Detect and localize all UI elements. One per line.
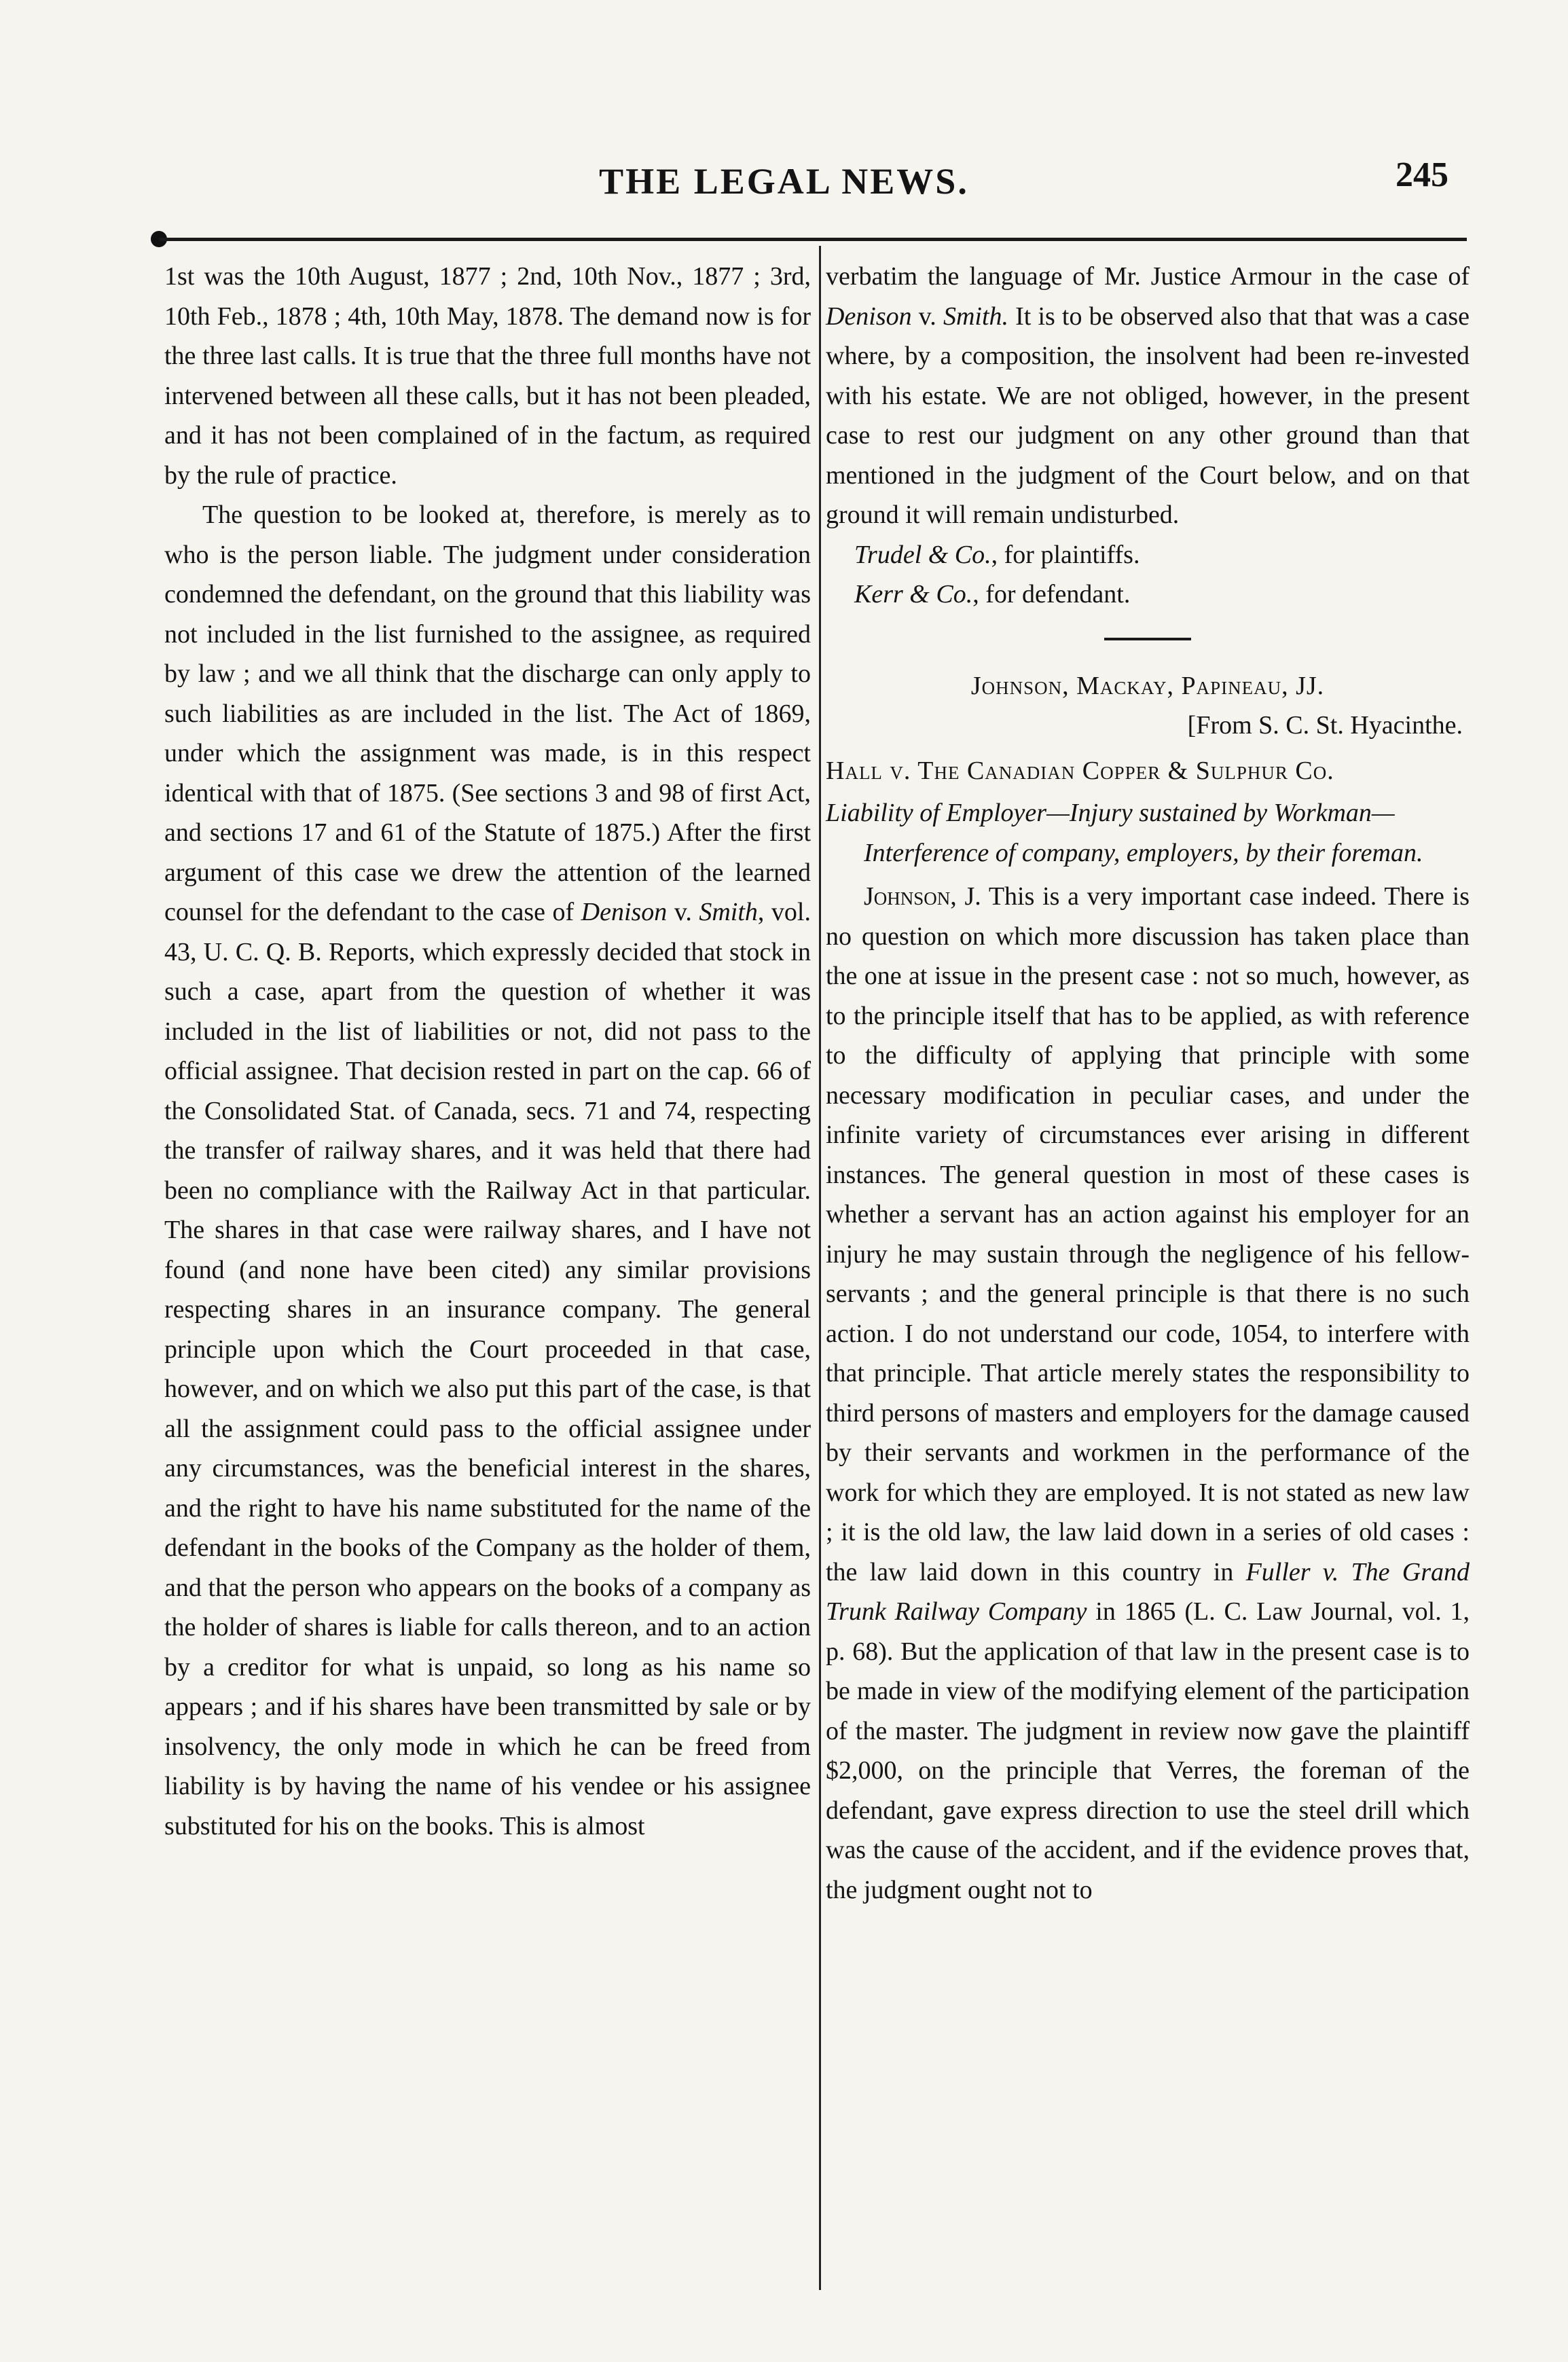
counsel-role: , for defendant. — [972, 580, 1131, 608]
paragraph-johnson-opinion — [826, 877, 1470, 1910]
headnote: Liability of Employer—Injury sustained by Workman—Interference of company, employers, by their foreman. — [826, 799, 1423, 867]
paragraph-calls: 1st was the 10th August, 1877 ; 2nd, 10th Nov., 1877 ; 3rd, 10th Feb., 1878 ; 4th, 10th May, 1878. The demand now is for the three last calls. It is true that the three full months have not intervened between all these calls, but it has not been pleaded, and it has not been complained of in the factum, as required by the rule of practice. — [164, 262, 811, 490]
counsel-name: Kerr & Co. — [854, 580, 973, 608]
judge-name: Johnson, J. — [864, 882, 981, 911]
paragraph-person-liable — [164, 495, 811, 1846]
paragraph-verbatim — [826, 257, 1470, 535]
header-rule — [160, 238, 1467, 241]
case-citation: Fuller v. The Grand Trunk Railway Company — [826, 1557, 1470, 1626]
right-column — [826, 257, 1470, 1910]
section-rule — [1104, 638, 1191, 640]
text: The question to be looked at, therefore, is merely as to who is the person liable. The judgment under consideration condemned the defendant, on the ground that this liability was not included in the list furnished to the assignee, as required by law ; and we all think that the discharge can only apply to such liabilities as are included in the list. The Act of 1869, under which the assignment was made, is in this respect identical with that of 1875. (See sections 3 and 98 of first Act, and sections 17 and 61 of the Statute of 1875.) After the first argument of this case we drew the attention of the learned counsel for the defendant to the case of — [164, 501, 811, 926]
case-name-party: Smith — [699, 898, 758, 926]
running-head — [0, 156, 1568, 215]
text: in 1865 (L. C. Law Journal, vol. 1, p. 68). But the application of that law in the present case is to be made in view of the modifying element of the participation of the master. The judgment in review now gave the plaintiff $2,000, on the principle that Verres, the foreman of the defendant, gave express direction to use the steel drill which was the cause of the accident, and if the evidence proves that, the judgment ought not to — [826, 1597, 1470, 1904]
text: v. — [911, 302, 943, 331]
court-origin: [From S. C. St. Hyacinthe. — [1187, 711, 1463, 740]
text: , vol. 43, U. C. Q. B. Reports, which expressly decided that stock in such a case, apart from the question of whether it was included in the list of liabilities or not, did not pass to the official assignee. That decision rested in part on the cap. 66 of the Consolidated Stat. of Canada, secs. 71 and 74, respecting the transfer of railway shares, and it was held that there had been no compliance with the Railway Act in that particular. The shares in that case were railway shares, and I have not found (and none have been cited) any similar provisions respecting shares in an insurance company. The general principle upon which the Court proceeded in that case, however, and on which we also put this part of the case, is that all the assignment could pass to the official assignee under any circumstances, was the beneficial interest in the shares, and the right to have his name substituted for the name of the defendant in the books of the Company as the holder of them, and that the person who appears on the books of a company as the holder of shares is liable for calls thereon, and to an action by a creditor for what is unpaid, so long as his name so appears ; and if his shares have been transmitted by sale or by insolvency, the only mode in which he can be freed from liability is by having the name of his vendee or his assignee substituted for his on the books. This is almost — [164, 898, 811, 1840]
counsel-defendant — [826, 575, 1470, 615]
column-divider — [819, 246, 821, 2290]
text: verbatim the language of Mr. Justice Armour in the case of — [826, 262, 1470, 291]
page-number: 245 — [1396, 156, 1448, 194]
case-title: Hall v. The Canadian Copper & Sulphur Co. — [826, 756, 1334, 785]
counsel-plaintiffs — [826, 535, 1470, 575]
text: This is a very important case indeed. There is no question on which more discussion has taken place than the one at issue in the present case : not so much, however, as to the principle itself that has to be applied, as with reference to the difficulty of applying that principle with some necessary modification in peculiar cases, and under the infinite variety of circumstances ever arising in different instances. The general question in most of these cases is whether a servant has an action against his employer for an injury he may sustain through the negligence of his fellow-servants ; and the general principle is that there is no such action. I do not understand our code, 1054, to interfere with that principle. That article merely states the responsibility to third persons of masters and employers for the damage caused by their servants and workmen in the performance of the work for which they are employed. It is not stated as new law ; it is the old law, the law laid down in a series of old cases : the law laid down in this country in — [826, 882, 1470, 1586]
left-column — [164, 257, 811, 1846]
text: It is to be observed also that that was a case where, by a composition, the insolvent had been re-invested with his estate. We are not obliged, however, in the present case to rest our judgment on any other ground than that mentioned in the judgment of the Court below, and on that ground it will remain undisturbed. — [826, 302, 1470, 529]
case-name-party: Denison — [581, 898, 668, 926]
case-name-party: Denison — [826, 302, 912, 331]
journal-title: THE LEGAL NEWS. — [599, 161, 969, 202]
counsel-name: Trudel & Co. — [854, 540, 991, 569]
counsel-role: , for plaintiffs. — [991, 540, 1140, 569]
text: v. — [667, 898, 699, 926]
case-name-party: Smith. — [943, 302, 1008, 331]
judges-line: Johnson, Mackay, Papineau, JJ. — [970, 671, 1325, 700]
